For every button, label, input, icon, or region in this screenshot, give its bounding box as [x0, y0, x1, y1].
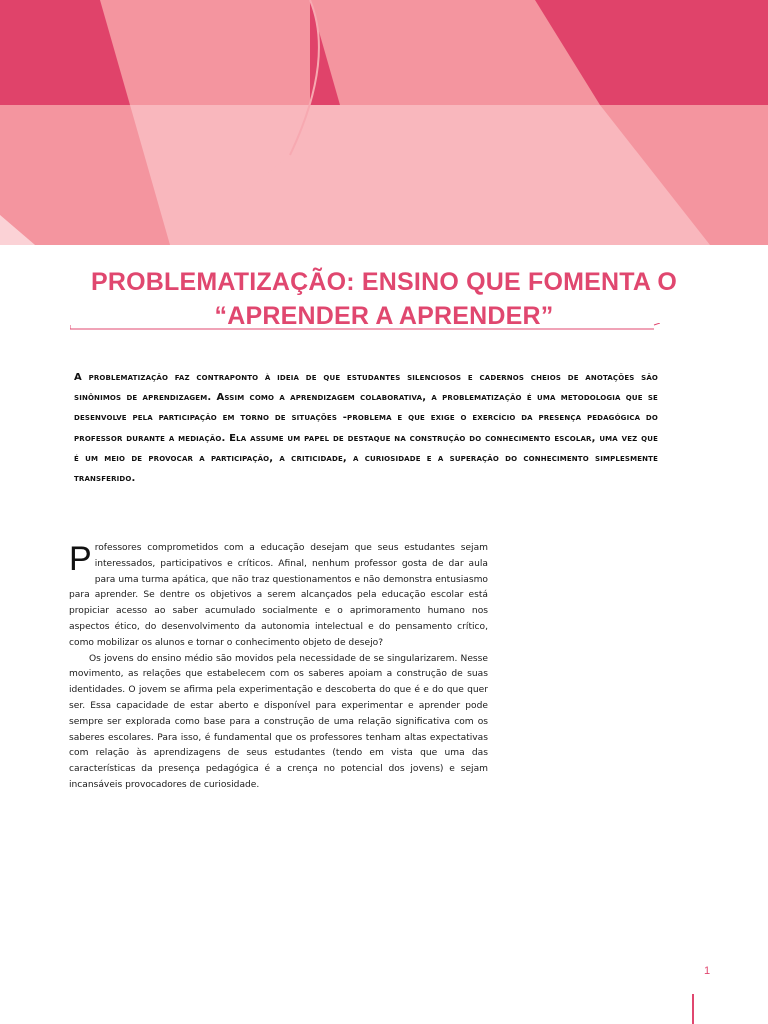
page-number-rule — [692, 994, 694, 1024]
title-divider — [70, 323, 660, 333]
page-number: 1 — [704, 965, 711, 977]
divider-ends — [70, 323, 660, 329]
article-body — [69, 541, 488, 794]
paragraph-2: Os jovens do ensino médio são movidos pela necessidade de se singularizarem. Nesse movimento, as relações que estabelecem com os saberes apoiam a construção de suas identidades. O jovem se afirma pela experimentação e descoberta do que é e do que quer ser. Essa capacidade de estar aberto e disponível para experimentar e aprender pode sempre ser explorada como base para a construção de uma relação significativa com os saberes escolares. Para isso, é fundamental que os professores tenham altas expectativas com relação às aprendizagens de seus estudantes (tendo em vista que uma das características da presença pedagógica é a crença no potencial dos jovens) e sejam incansáveis provocadores de curiosidade. — [69, 653, 488, 790]
banner-shape-left — [100, 0, 310, 105]
paragraph-1-text: rofessores comprometidos com a educação desejam que seus estudantes sejam interessados, participativos e críticos. Afinal, nenhum professor gosta de dar aula para uma turma apática, que não traz questionamentos e não demonstra entusiasmo para aprender. Se dentre os objetivos a serem alcançados pela educação escolar está propiciar acesso ao saber acumulado socialmente e o aprimoramento humano nos aspectos ético, do desenvolvimento da autonomia intelectual e do pensamento crítico, como mobilizar os alunos e tornar o conhecimento objeto de desejo? — [69, 543, 488, 648]
paragraph-1 — [69, 541, 488, 652]
title-line-1: PROBLEMATIZAÇÃO: ENSINO QUE FOMENTA O — [90, 267, 678, 296]
header-banner — [0, 0, 768, 245]
abstract: A problematização faz contraponto à ideia de que estudantes silenciosos e cadernos cheios de anotações são sinônimos de aprendizagem. Assim como a aprendizagem colaborativa, a problematização é uma metodologia que se desenvolve pela participação em torno de situações -problema e que exige o exercício da presença pedagógica do professor durante a mediação. Ela assume um papel de destaque na construção do conhecimento escolar, uma vez que é um meio de provocar a participação, a criticidade, a curiosidade e a superação do conhecimento simplesmente transferido. — [74, 372, 658, 485]
title-line-2: “APRENDER A APRENDER” — [214, 301, 554, 330]
drop-cap: P — [69, 540, 92, 578]
